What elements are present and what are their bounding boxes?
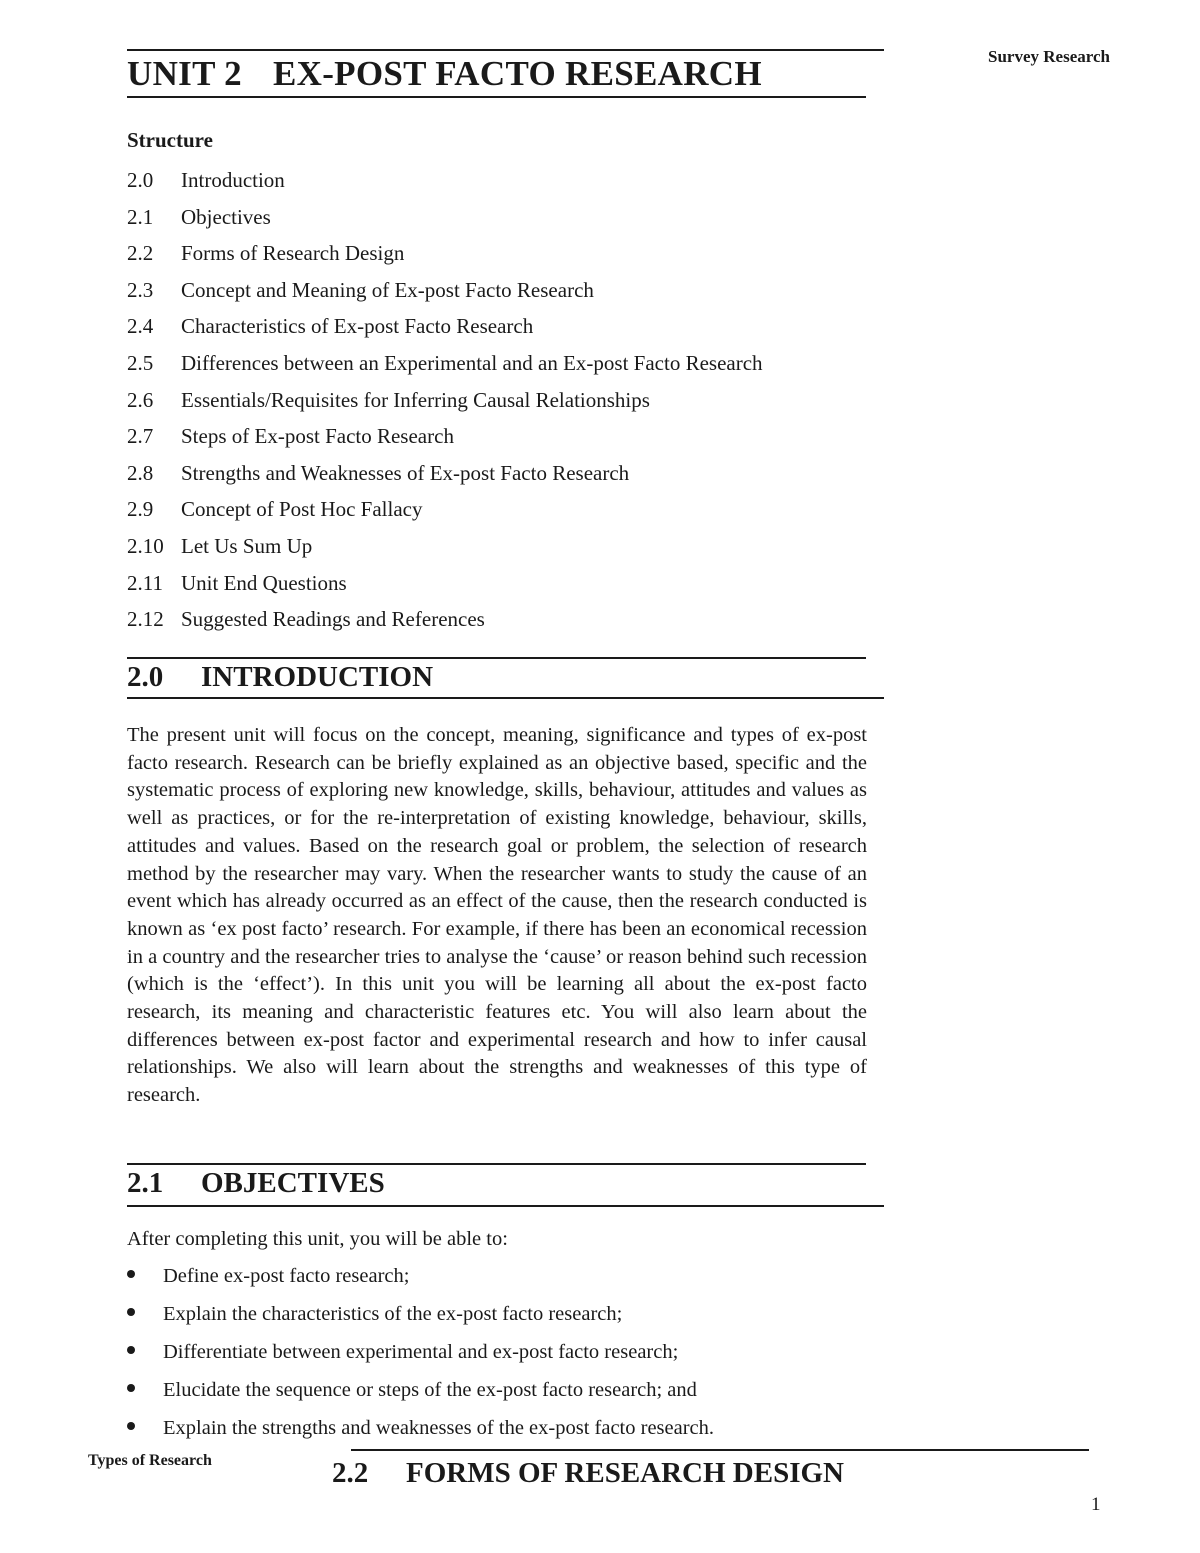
structure-item-text: Concept of Post Hoc Fallacy [181,497,423,522]
structure-item [127,168,763,205]
structure-item [127,424,763,461]
bullet-icon [127,1346,135,1354]
unit-number: UNIT 2 [127,54,242,93]
bullet-icon [127,1422,135,1430]
structure-item-number: 2.1 [127,204,154,229]
objectives-number: 2.1 [127,1167,164,1199]
objective-item [127,1303,714,1341]
objective-text: Define ex-post facto research; [163,1265,410,1287]
intro-top-rule [127,657,866,659]
objectives-bottom-rule [127,1205,884,1207]
bullet-icon [127,1308,135,1316]
next-section-top-rule [351,1449,1089,1451]
objectives-title: OBJECTIVES [201,1167,385,1199]
objective-item [127,1379,714,1417]
structure-item [127,607,763,644]
structure-item-text: Essentials/Requisites for Inferring Causal Relationships [181,387,650,412]
page-number: 1 [1091,1494,1101,1515]
structure-heading: Structure [127,128,213,152]
objective-item [127,1341,714,1379]
structure-item [127,278,763,315]
structure-item [127,388,763,425]
structure-item-number: 2.12 [127,607,164,632]
structure-item-number: 2.2 [127,241,154,266]
structure-item [127,571,763,608]
next-section-heading [332,1457,844,1490]
structure-item-number: 2.6 [127,387,154,412]
structure-item-number: 2.10 [127,533,164,558]
running-footer: Types of Research [88,1452,212,1469]
next-section-number: 2.2 [332,1457,369,1489]
objective-item [127,1265,714,1303]
objective-text: Elucidate the sequence or steps of the ex-post facto research; and [163,1379,697,1401]
objectives-list [127,1265,714,1455]
running-header: Survey Research [988,47,1110,66]
structure-item-text: Differences between an Experimental and an Ex-post Facto Research [181,350,763,375]
objective-text: Explain the strengths and weaknesses of the ex-post facto research. [163,1417,715,1439]
structure-list [127,168,763,644]
structure-item-number: 2.3 [127,277,154,302]
structure-item [127,534,763,571]
objectives-lead: After completing this unit, you will be able to: [127,1228,508,1250]
structure-item [127,241,763,278]
structure-item-number: 2.9 [127,497,154,522]
unit-title [127,54,762,94]
structure-item [127,351,763,388]
structure-item [127,314,763,351]
structure-item-text: Characteristics of Ex-post Facto Research [181,314,534,339]
title-top-rule [127,49,884,51]
objectives-top-rule [127,1163,866,1165]
structure-item-number: 2.11 [127,570,163,595]
structure-item [127,497,763,534]
structure-item-number: 2.0 [127,168,154,192]
structure-item [127,205,763,242]
title-bottom-rule [127,96,866,98]
structure-item-number: 2.4 [127,314,154,339]
structure-item-text: Introduction [181,168,285,192]
bullet-icon [127,1270,135,1278]
structure-item-text: Steps of Ex-post Facto Research [181,424,454,449]
structure-item-number: 2.8 [127,460,154,485]
structure-item-text: Unit End Questions [181,570,347,595]
structure-item-number: 2.7 [127,424,154,449]
structure-item-number: 2.5 [127,350,154,375]
structure-item-text: Objectives [181,204,271,229]
structure-item-text: Strengths and Weaknesses of Ex-post Facto Research [181,460,630,485]
introduction-heading [127,661,433,694]
structure-item [127,461,763,498]
intro-bottom-rule [127,697,884,699]
structure-item-text: Forms of Research Design [181,241,405,266]
introduction-title: INTRODUCTION [201,661,434,693]
next-section-title: FORMS OF RESEARCH DESIGN [406,1457,845,1489]
objectives-heading [127,1167,385,1200]
bullet-icon [127,1384,135,1392]
structure-item-text: Concept and Meaning of Ex-post Facto Research [181,277,594,302]
structure-item-text: Let Us Sum Up [181,533,313,558]
unit-title-text: EX-POST FACTO RESEARCH [273,54,762,93]
structure-item-text: Suggested Readings and References [181,607,485,632]
introduction-number: 2.0 [127,661,164,693]
objective-text: Differentiate between experimental and ex-post facto research; [163,1341,679,1363]
introduction-paragraph: The present unit will focus on the concept, meaning, significance and types of ex-post facto research. Research can be briefly explained as an objective based, specific and the systematic process of exploring new knowledge, skills, behaviour, attitudes and values as well as practices, or for the re-interpretation of existing knowledge, behaviour, skills, attitudes and values. Based on the research goal or problem, the selection of research method by the researcher may vary. When the researcher wants to study the cause of an event which has already occurred as an effect of the cause, then the research conducted is known as ‘ex post facto’ research. For example, if there has been an economical recession in a country and the researcher tries to analyse the ‘cause’ or reason behind such recession (which is the ‘effect’). In this unit you will be learning all about the ex-post facto research, its meaning and characteristic features etc. You will also learn about the differences between ex-post factor and experimental research and how to infer causal relationships. We also will learn about the strengths and weaknesses of this type of research. [127,724,867,1107]
objective-text: Explain the characteristics of the ex-post facto research; [163,1303,623,1325]
